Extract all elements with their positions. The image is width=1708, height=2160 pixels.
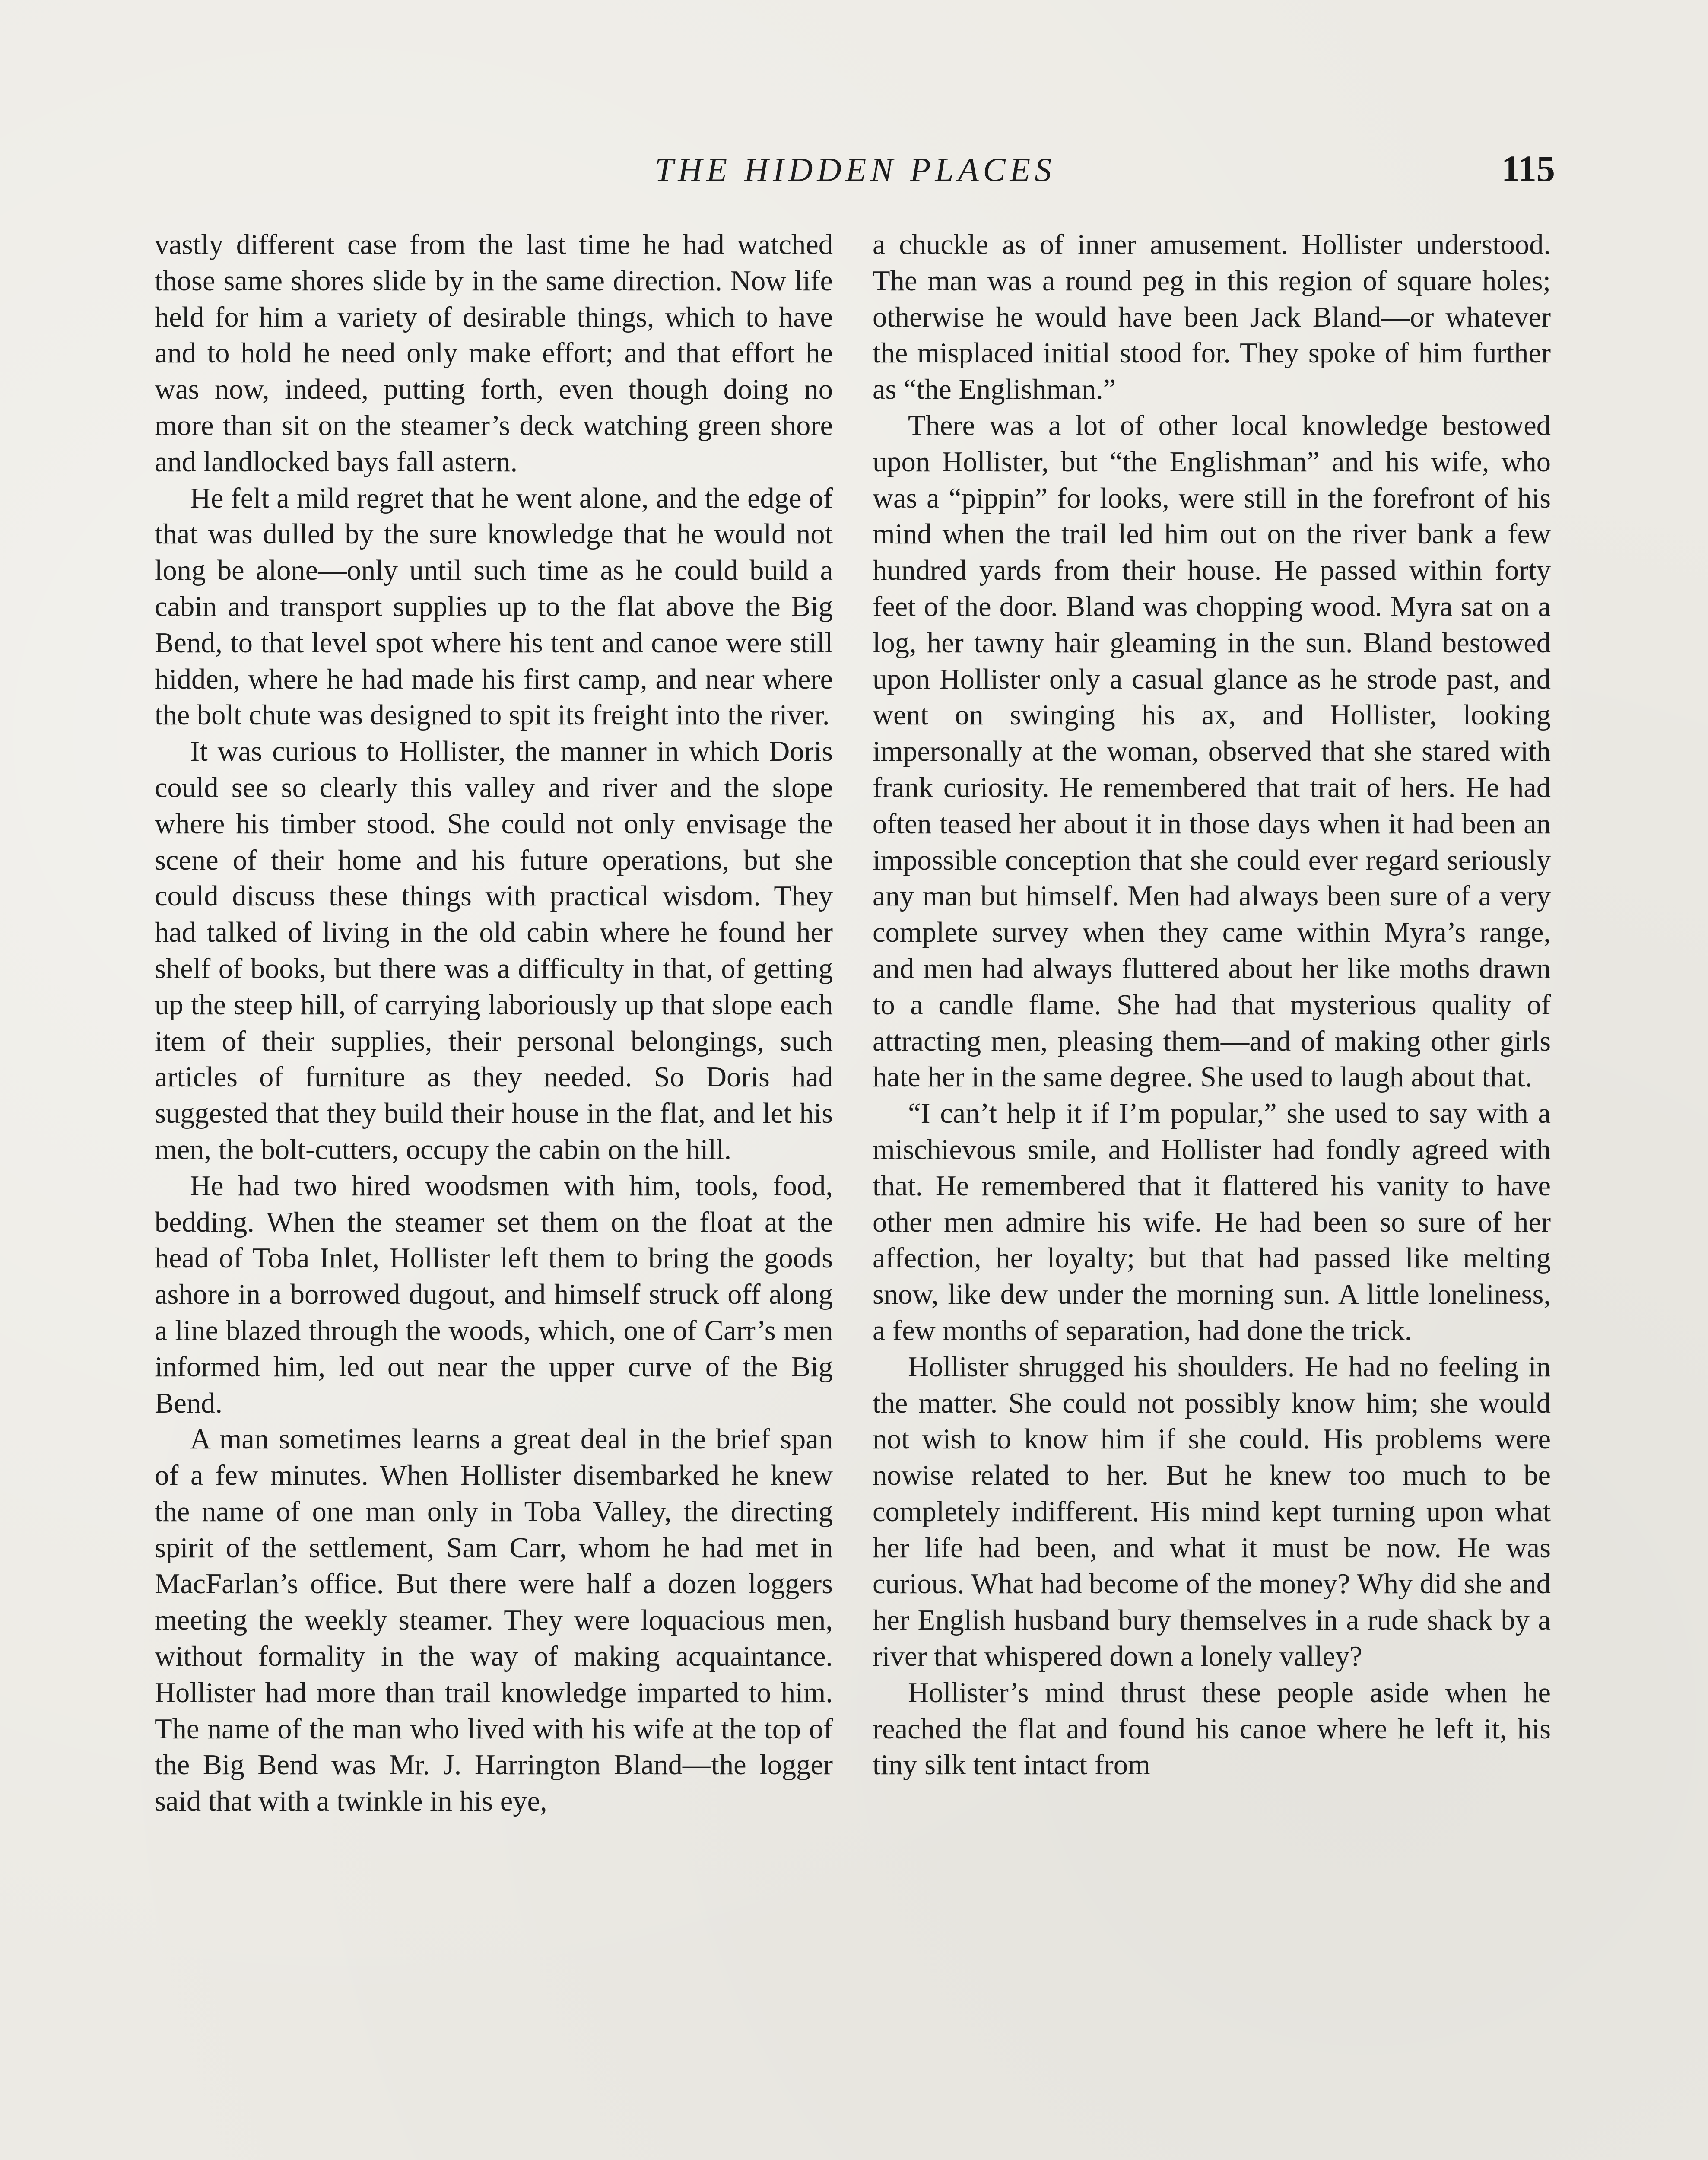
- paragraph: There was a lot of other local knowledge bestowed upon Hollister, but “the Englishman” and his wife, who was a “pippin” for looks, were still in the forefront of his mind when the trail led him out on the river bank a few hundred yards from their house. He passed within forty feet of the door. Bland was chopping wood. Myra sat on a log, her tawny hair gleaming in the sun. Bland bestowed upon Hollister only a casual glance as he strode past, and went on swinging his ax, and Hollister, looking impersonally at the woman, observed that she stared with frank curiosity. He remembered that trait of hers. He had often teased her about it in those days when it had been an impossible conception that she could ever regard seriously any man but himself. Men had always been sure of a very complete survey when they came within Myra’s range, and men had always fluttered about her like moths drawn to a candle flame. She had that mysterious quality of attracting men, pleasing them—and of making other girls hate her in the same degree. She used to laugh about that.: [873, 410, 1551, 1093]
- paragraph: Hollister’s mind thrust these people aside when he reached the flat and found his canoe where he left it, his tiny silk tent intact from: [873, 1677, 1551, 1781]
- paragraph: He felt a mild regret that he went alone, and the edge of that was dulled by the sure knowledge that he would not long be alone—only until such time as he could build a cabin and transport supplies up to the flat above the Big Bend, to that level spot where his tent and canoe were still hidden, where he had made his first camp, and near where the bolt chute was designed to spit its freight into the river.: [155, 482, 833, 731]
- page-number: 115: [1501, 148, 1555, 189]
- running-header: [156, 147, 1555, 194]
- left-column: [155, 227, 833, 2160]
- paragraph: “I can’t help it if I’m popular,” she used to say with a mischievous smile, and Hollister had fondly agreed with that. He remembered that it flattered his vanity to have other men admire his wife. He had been so sure of her affection, her loyalty; but that had passed like melting snow, like dew under the morning sun. A little loneliness, a few months of separation, had done the trick.: [873, 1098, 1551, 1347]
- paragraph: Hollister shrugged his shoulders. He had no feeling in the matter. She could not possibly know him; she would not wish to know him if she could. His problems were nowise related to her. But he knew too much to be completely indifferent. His mind kept turning upon what her life had been, and what it must be now. He was curious. What had become of the money? Why did she and her English husband bury themselves in a rude shack by a river that whispered down a lonely valley?: [873, 1351, 1551, 1673]
- paragraph: a chuckle as of inner amusement. Hollister understood. The man was a round peg in this region of square holes; otherwise he would have been Jack Bland—or whatever the misplaced initial stood for. They spoke of him further as “the Englishman.”: [873, 229, 1551, 406]
- paragraph: vastly different case from the last time he had watched those same shores slide by in the same direction. Now life held for him a variety of desirable things, which to have and to hold he need only make effort; and that effort he was now, indeed, putting forth, even though doing no more than sit on the steamer’s deck watching green shore and landlocked bays fall astern.: [155, 229, 833, 478]
- paragraph: A man sometimes learns a great deal in the brief span of a few minutes. When Hollister disembarked he knew the name of one man only in Toba Valley, the directing spirit of the settlement, Sam Carr, whom he had met in MacFarlan’s office. But there were half a dozen loggers meeting the weekly steamer. They were loquacious men, without formality in the way of making acquaintance. Hollister had more than trail knowledge imparted to him. The name of the man who lived with his wife at the top of the Big Bend was Mr. J. Harrington Bland—the logger said that with a twinkle in his eye,: [155, 1423, 833, 1817]
- right-column: [873, 227, 1551, 2160]
- paragraph: He had two hired woodsmen with him, tools, food, bedding. When the steamer set them on the float at the head of Toba Inlet, Hollister left them to bring the goods ashore in a borrowed dugout, and himself struck off along a line blazed through the woods, which, one of Carr’s men informed him, led out near the upper curve of the Big Bend.: [155, 1170, 833, 1419]
- paragraph: It was curious to Hollister, the manner in which Doris could see so clearly this valley and river and the slope where his timber stood. She could not only envisage the scene of their home and his future operations, but she could discuss these things with practical wisdom. They had talked of living in the old cabin where he found her shelf of books, but there was a difficulty in that, of getting up the steep hill, of carrying laboriously up that slope each item of their supplies, their personal belongings, such articles of furniture as they needed. So Doris had suggested that they build their house in the flat, and let his men, the bolt-cutters, occupy the cabin on the hill.: [155, 736, 833, 1166]
- running-title: THE HIDDEN PLACES: [654, 151, 1056, 188]
